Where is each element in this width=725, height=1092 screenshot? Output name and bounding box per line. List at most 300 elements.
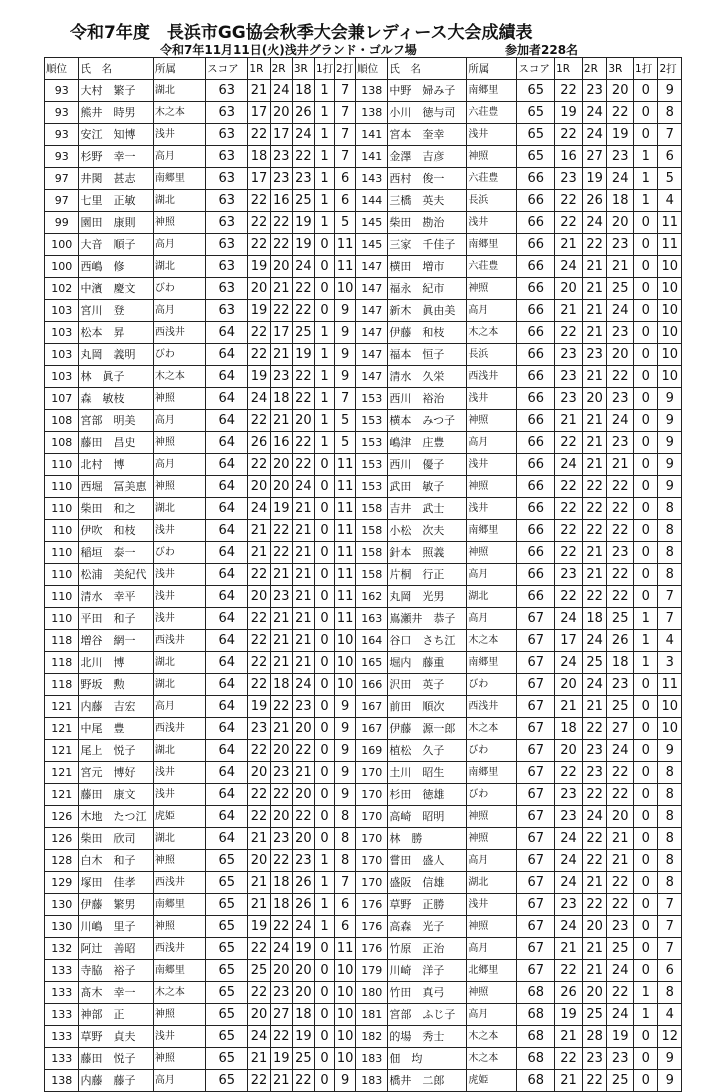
- left-round1-cell: 22: [248, 234, 270, 256]
- left-round3-cell: 24: [292, 476, 314, 498]
- left-two-stroke-cell: 7: [335, 146, 356, 168]
- left-round1-cell: 21: [248, 894, 270, 916]
- left-player-name-cell: 伊藤 繁男: [79, 894, 153, 916]
- right-rank-cell: 141: [356, 146, 388, 168]
- left-player-name-cell: 藤田 悦子: [79, 1048, 153, 1070]
- left-round2-cell: 22: [270, 784, 292, 806]
- table-row: [45, 1048, 682, 1070]
- right-club-cell: 神照: [467, 278, 517, 300]
- table-row: [45, 652, 682, 674]
- left-score-cell: 64: [206, 784, 248, 806]
- right-round2-cell: 20: [582, 388, 606, 410]
- left-rank-cell: 121: [45, 762, 79, 784]
- left-round1-cell: 22: [248, 564, 270, 586]
- right-two-stroke-cell: 10: [658, 696, 682, 718]
- left-club-cell: 湖北: [153, 652, 205, 674]
- left-player-name-cell: 北川 博: [79, 652, 153, 674]
- right-club-cell: 高月: [467, 1004, 517, 1026]
- right-round1-cell: 23: [555, 168, 583, 190]
- left-club-cell: 神照: [153, 916, 205, 938]
- left-round3-cell: 21: [292, 564, 314, 586]
- left-score-cell: 64: [206, 608, 248, 630]
- left-round1-cell: 22: [248, 674, 270, 696]
- right-score-cell: 67: [517, 608, 555, 630]
- right-score-cell: 67: [517, 630, 555, 652]
- right-round3-cell: 23: [607, 542, 634, 564]
- left-player-name-cell: 林 眞子: [79, 366, 153, 388]
- table-row: [45, 278, 682, 300]
- right-score-cell: 67: [517, 938, 555, 960]
- left-club-cell: 西浅井: [153, 938, 205, 960]
- left-two-stroke-cell: 9: [335, 740, 356, 762]
- right-two-stroke-cell: 8: [658, 564, 682, 586]
- left-player-name-cell: 木地 たつ江: [79, 806, 153, 828]
- left-round2-cell: 18: [270, 894, 292, 916]
- right-club-cell: 神照: [467, 982, 517, 1004]
- left-rank-cell: 121: [45, 784, 79, 806]
- right-hole-in-one-cell: 0: [634, 344, 658, 366]
- right-round2-cell: 24: [582, 212, 606, 234]
- left-rank-cell: 126: [45, 806, 79, 828]
- left-rank-cell: 93: [45, 146, 79, 168]
- right-rank-cell: 153: [356, 388, 388, 410]
- left-score-cell: 63: [206, 190, 248, 212]
- left-player-name-cell: 伊吹 和枝: [79, 520, 153, 542]
- right-hole-in-one-cell: 0: [634, 894, 658, 916]
- right-round3-cell: 25: [607, 278, 634, 300]
- right-two-stroke-cell: 8: [658, 498, 682, 520]
- right-score-cell: 68: [517, 1048, 555, 1070]
- left-two-stroke-cell: 10: [335, 674, 356, 696]
- left-player-name-cell: 松浦 美紀代: [79, 564, 153, 586]
- right-hole-in-one-cell: 0: [634, 432, 658, 454]
- left-two-stroke-cell: 9: [335, 366, 356, 388]
- right-round2-cell: 22: [582, 234, 606, 256]
- right-player-name-cell: 片桐 行正: [388, 564, 467, 586]
- right-round1-cell: 26: [555, 982, 583, 1004]
- right-round2-cell: 21: [582, 696, 606, 718]
- left-two-stroke-cell: 10: [335, 630, 356, 652]
- right-score-cell: 68: [517, 1070, 555, 1092]
- left-player-name-cell: 野坂 勲: [79, 674, 153, 696]
- right-player-name-cell: 丸岡 光男: [388, 586, 467, 608]
- right-two-stroke-cell: 10: [658, 322, 682, 344]
- right-player-name-cell: 高森 光子: [388, 916, 467, 938]
- right-round3-cell: 22: [607, 476, 634, 498]
- left-score-cell: 64: [206, 828, 248, 850]
- right-two-stroke-cell: 4: [658, 190, 682, 212]
- left-hole-in-one-cell: 1: [315, 388, 335, 410]
- right-score-cell: 67: [517, 850, 555, 872]
- left-rank-cell: 133: [45, 1048, 79, 1070]
- right-round3-cell: 21: [607, 850, 634, 872]
- right-round3-cell: 26: [607, 630, 634, 652]
- left-round1-cell: 24: [248, 1026, 270, 1048]
- left-round2-cell: 20: [270, 960, 292, 982]
- right-club-cell: 西浅井: [467, 696, 517, 718]
- left-score-cell: 65: [206, 938, 248, 960]
- right-player-name-cell: 宮部 ふじ子: [388, 1004, 467, 1026]
- left-round2-cell: 23: [270, 146, 292, 168]
- right-club-cell: 浅井: [467, 124, 517, 146]
- left-player-name-cell: 尾上 悦子: [79, 740, 153, 762]
- right-round1-cell: 19: [555, 1004, 583, 1026]
- left-round2-cell: 21: [270, 718, 292, 740]
- right-round2-cell: 21: [582, 300, 606, 322]
- left-round3-cell: 21: [292, 762, 314, 784]
- right-club-cell: 湖北: [467, 586, 517, 608]
- left-club-cell: 高月: [153, 454, 205, 476]
- right-rank-cell: 179: [356, 960, 388, 982]
- right-round2-cell: 27: [582, 146, 606, 168]
- right-round2-cell: 23: [582, 740, 606, 762]
- right-player-name-cell: 西川 優子: [388, 454, 467, 476]
- right-score-cell: 67: [517, 740, 555, 762]
- right-rank-cell: 169: [356, 740, 388, 762]
- left-player-name-cell: 宮元 博好: [79, 762, 153, 784]
- table-row: [45, 168, 682, 190]
- left-round1-cell: 20: [248, 850, 270, 872]
- left-round1-cell: 26: [248, 432, 270, 454]
- left-club-cell: 神照: [153, 1048, 205, 1070]
- right-rank-cell: 147: [356, 344, 388, 366]
- left-player-name-cell: 中尾 豊: [79, 718, 153, 740]
- table-row: [45, 542, 682, 564]
- right-club-cell: 高月: [467, 564, 517, 586]
- table-row: [45, 982, 682, 1004]
- left-rank-cell: 133: [45, 960, 79, 982]
- left-round1-cell: 22: [248, 1070, 270, 1092]
- right-score-cell: 67: [517, 806, 555, 828]
- right-round1-cell: 23: [555, 564, 583, 586]
- right-round3-cell: 22: [607, 784, 634, 806]
- right-round2-cell: 24: [582, 806, 606, 828]
- left-round1-cell: 22: [248, 124, 270, 146]
- left-club-cell: 浅井: [153, 784, 205, 806]
- right-club-cell: 浅井: [467, 212, 517, 234]
- right-rank-cell: 170: [356, 762, 388, 784]
- right-score-cell: 67: [517, 828, 555, 850]
- left-round1-cell: 22: [248, 740, 270, 762]
- table-row: [45, 520, 682, 542]
- left-score-cell: 65: [206, 894, 248, 916]
- left-two-stroke-cell: 11: [335, 520, 356, 542]
- right-round1-cell: 24: [555, 256, 583, 278]
- right-hole-in-one-cell: 0: [634, 388, 658, 410]
- right-round3-cell: 22: [607, 586, 634, 608]
- right-round2-cell: 23: [582, 344, 606, 366]
- left-round3-cell: 22: [292, 740, 314, 762]
- left-round3-cell: 25: [292, 1048, 314, 1070]
- right-score-cell: 67: [517, 674, 555, 696]
- left-score-cell: 64: [206, 498, 248, 520]
- table-row: [45, 916, 682, 938]
- left-rank-cell: 133: [45, 1004, 79, 1026]
- right-round1-cell: 21: [555, 234, 583, 256]
- right-round3-cell: 25: [607, 696, 634, 718]
- left-round3-cell: 21: [292, 608, 314, 630]
- right-two-stroke-cell: 7: [658, 124, 682, 146]
- right-club-cell: 神照: [467, 146, 517, 168]
- right-player-name-cell: 林 勝: [388, 828, 467, 850]
- table-row: [45, 454, 682, 476]
- right-player-name-cell: 嶋津 庄豊: [388, 432, 467, 454]
- right-two-stroke-cell: 10: [658, 256, 682, 278]
- left-round3-cell: 20: [292, 410, 314, 432]
- left-club-cell: 湖北: [153, 80, 205, 102]
- left-rank-cell: 93: [45, 102, 79, 124]
- right-hole-in-one-cell: 0: [634, 1048, 658, 1070]
- left-round3-cell: 22: [292, 806, 314, 828]
- left-score-cell: 64: [206, 454, 248, 476]
- left-score-cell: 64: [206, 806, 248, 828]
- left-player-name-cell: 柴田 和之: [79, 498, 153, 520]
- right-round1-cell: 23: [555, 388, 583, 410]
- right-club-cell: びわ: [467, 784, 517, 806]
- right-two-stroke-cell: 11: [658, 674, 682, 696]
- right-hole-in-one-cell: 0: [634, 828, 658, 850]
- right-two-stroke-cell: 9: [658, 740, 682, 762]
- left-round3-cell: 22: [292, 366, 314, 388]
- right-two-stroke-cell: 11: [658, 212, 682, 234]
- right-club-cell: 湖北: [467, 872, 517, 894]
- left-round2-cell: 20: [270, 102, 292, 124]
- right-player-name-cell: 植松 久子: [388, 740, 467, 762]
- left-round2-cell: 21: [270, 564, 292, 586]
- left-round3-cell: 20: [292, 718, 314, 740]
- right-score-cell: 66: [517, 454, 555, 476]
- left-club-cell: 神照: [153, 432, 205, 454]
- left-round1-cell: 18: [248, 146, 270, 168]
- right-rank-cell: 183: [356, 1070, 388, 1092]
- right-round2-cell: 21: [582, 410, 606, 432]
- right-score-cell: 66: [517, 322, 555, 344]
- left-round3-cell: 25: [292, 190, 314, 212]
- right-round2-cell: 24: [582, 124, 606, 146]
- left-rank-cell: 138: [45, 1070, 79, 1092]
- table-row: [45, 608, 682, 630]
- right-player-name-cell: 沢田 英子: [388, 674, 467, 696]
- right-hole-in-one-cell: 0: [634, 564, 658, 586]
- table-row: [45, 960, 682, 982]
- left-round1-cell: 22: [248, 410, 270, 432]
- right-player-name-cell: 針本 照義: [388, 542, 467, 564]
- right-two-stroke-cell: 8: [658, 542, 682, 564]
- left-club-cell: 湖北: [153, 256, 205, 278]
- right-round3-cell: 19: [607, 1026, 634, 1048]
- table-row: [45, 1026, 682, 1048]
- right-rank-cell: 153: [356, 410, 388, 432]
- table-row: [45, 344, 682, 366]
- left-round1-cell: 19: [248, 916, 270, 938]
- right-two-stroke-cell: 4: [658, 630, 682, 652]
- right-round3-cell: 21: [607, 454, 634, 476]
- left-rank-cell: 132: [45, 938, 79, 960]
- left-round2-cell: 16: [270, 432, 292, 454]
- left-club-cell: 浅井: [153, 564, 205, 586]
- left-rank-cell: 110: [45, 454, 79, 476]
- left-round3-cell: 21: [292, 542, 314, 564]
- right-round1-cell: 21: [555, 1070, 583, 1092]
- left-club-cell: びわ: [153, 542, 205, 564]
- left-hole-in-one-cell: 0: [315, 586, 335, 608]
- right-round1-cell: 21: [555, 410, 583, 432]
- left-hole-in-one-cell: 0: [315, 806, 335, 828]
- right-club-cell: 長浜: [467, 190, 517, 212]
- right-club-cell: 六荘豊: [467, 168, 517, 190]
- left-rank-cell: 100: [45, 256, 79, 278]
- left-round3-cell: 19: [292, 344, 314, 366]
- right-player-name-cell: 嘗田 盛人: [388, 850, 467, 872]
- left-rank-cell: 110: [45, 520, 79, 542]
- right-rank-cell: 165: [356, 652, 388, 674]
- left-player-name-cell: 藤田 昌史: [79, 432, 153, 454]
- header-club: 所属: [467, 58, 517, 80]
- left-round1-cell: 22: [248, 212, 270, 234]
- left-club-cell: 神照: [153, 476, 205, 498]
- right-rank-cell: 170: [356, 872, 388, 894]
- left-two-stroke-cell: 11: [335, 498, 356, 520]
- left-round1-cell: 25: [248, 960, 270, 982]
- left-two-stroke-cell: 9: [335, 300, 356, 322]
- right-player-name-cell: 伊藤 和枝: [388, 322, 467, 344]
- right-player-name-cell: 嶌瀬井 恭子: [388, 608, 467, 630]
- right-two-stroke-cell: 7: [658, 916, 682, 938]
- left-score-cell: 63: [206, 146, 248, 168]
- left-hole-in-one-cell: 1: [315, 102, 335, 124]
- right-score-cell: 67: [517, 696, 555, 718]
- header-rank: 順位: [356, 58, 388, 80]
- right-score-cell: 66: [517, 234, 555, 256]
- right-score-cell: 66: [517, 168, 555, 190]
- right-hole-in-one-cell: 0: [634, 1070, 658, 1092]
- right-round3-cell: 24: [607, 168, 634, 190]
- right-round3-cell: 20: [607, 212, 634, 234]
- right-round2-cell: 24: [582, 102, 606, 124]
- right-two-stroke-cell: 8: [658, 982, 682, 1004]
- left-player-name-cell: 井関 甚志: [79, 168, 153, 190]
- left-round3-cell: 19: [292, 1026, 314, 1048]
- left-player-name-cell: 平田 和子: [79, 608, 153, 630]
- left-score-cell: 65: [206, 960, 248, 982]
- right-round2-cell: 23: [582, 1048, 606, 1070]
- right-hole-in-one-cell: 1: [634, 190, 658, 212]
- right-rank-cell: 158: [356, 564, 388, 586]
- left-score-cell: 64: [206, 344, 248, 366]
- right-club-cell: 高月: [467, 300, 517, 322]
- right-rank-cell: 167: [356, 696, 388, 718]
- table-row: [45, 564, 682, 586]
- left-rank-cell: 93: [45, 124, 79, 146]
- left-round3-cell: 26: [292, 894, 314, 916]
- left-rank-cell: 100: [45, 234, 79, 256]
- right-hole-in-one-cell: 0: [634, 366, 658, 388]
- left-rank-cell: 133: [45, 982, 79, 1004]
- right-round2-cell: 21: [582, 366, 606, 388]
- left-hole-in-one-cell: 0: [315, 300, 335, 322]
- right-club-cell: 神照: [467, 542, 517, 564]
- right-round1-cell: 22: [555, 322, 583, 344]
- table-row: [45, 586, 682, 608]
- left-round1-cell: 22: [248, 322, 270, 344]
- right-round3-cell: 24: [607, 410, 634, 432]
- left-player-name-cell: 宮部 明美: [79, 410, 153, 432]
- right-round2-cell: 20: [582, 916, 606, 938]
- left-rank-cell: 129: [45, 872, 79, 894]
- left-hole-in-one-cell: 1: [315, 894, 335, 916]
- right-score-cell: 66: [517, 366, 555, 388]
- right-player-name-cell: 横田 増市: [388, 256, 467, 278]
- left-score-cell: 64: [206, 520, 248, 542]
- left-two-stroke-cell: 11: [335, 234, 356, 256]
- left-hole-in-one-cell: 0: [315, 960, 335, 982]
- left-round2-cell: 20: [270, 740, 292, 762]
- left-club-cell: 湖北: [153, 190, 205, 212]
- header-score: スコア: [206, 58, 248, 80]
- event-date-venue: 令和7年11月11日(火)浅井グランド・ゴルフ場: [160, 43, 417, 57]
- left-rank-cell: 103: [45, 366, 79, 388]
- right-rank-cell: 170: [356, 806, 388, 828]
- right-round3-cell: 23: [607, 432, 634, 454]
- left-two-stroke-cell: 9: [335, 344, 356, 366]
- right-round3-cell: 22: [607, 872, 634, 894]
- left-round2-cell: 19: [270, 498, 292, 520]
- left-player-name-cell: 藤田 康文: [79, 784, 153, 806]
- left-player-name-cell: 髙木 幸一: [79, 982, 153, 1004]
- right-round3-cell: 22: [607, 520, 634, 542]
- left-score-cell: 63: [206, 212, 248, 234]
- right-round3-cell: 20: [607, 806, 634, 828]
- right-club-cell: 南郷里: [467, 234, 517, 256]
- left-round1-cell: 22: [248, 784, 270, 806]
- header-round2: 2R: [582, 58, 606, 80]
- left-round2-cell: 22: [270, 542, 292, 564]
- right-round2-cell: 19: [582, 168, 606, 190]
- right-rank-cell: 170: [356, 850, 388, 872]
- right-player-name-cell: 福永 紀市: [388, 278, 467, 300]
- left-score-cell: 64: [206, 762, 248, 784]
- left-player-name-cell: 宮川 登: [79, 300, 153, 322]
- left-round1-cell: 24: [248, 498, 270, 520]
- left-hole-in-one-cell: 0: [315, 938, 335, 960]
- right-round3-cell: 23: [607, 234, 634, 256]
- right-round2-cell: 21: [582, 278, 606, 300]
- right-round3-cell: 22: [607, 102, 634, 124]
- right-rank-cell: 183: [356, 1048, 388, 1070]
- right-rank-cell: 147: [356, 366, 388, 388]
- right-rank-cell: 176: [356, 916, 388, 938]
- left-hole-in-one-cell: 0: [315, 1048, 335, 1070]
- left-round2-cell: 23: [270, 982, 292, 1004]
- right-round3-cell: 23: [607, 388, 634, 410]
- table-row: [45, 696, 682, 718]
- right-round3-cell: 20: [607, 80, 634, 102]
- right-round1-cell: 24: [555, 872, 583, 894]
- left-round1-cell: 22: [248, 454, 270, 476]
- left-two-stroke-cell: 11: [335, 256, 356, 278]
- right-hole-in-one-cell: 0: [634, 586, 658, 608]
- right-two-stroke-cell: 7: [658, 938, 682, 960]
- right-score-cell: 66: [517, 586, 555, 608]
- left-score-cell: 63: [206, 80, 248, 102]
- left-score-cell: 63: [206, 300, 248, 322]
- left-round3-cell: 20: [292, 982, 314, 1004]
- left-round2-cell: 21: [270, 344, 292, 366]
- left-club-cell: 湖北: [153, 740, 205, 762]
- right-rank-cell: 143: [356, 168, 388, 190]
- left-round3-cell: 24: [292, 916, 314, 938]
- right-hole-in-one-cell: 1: [634, 146, 658, 168]
